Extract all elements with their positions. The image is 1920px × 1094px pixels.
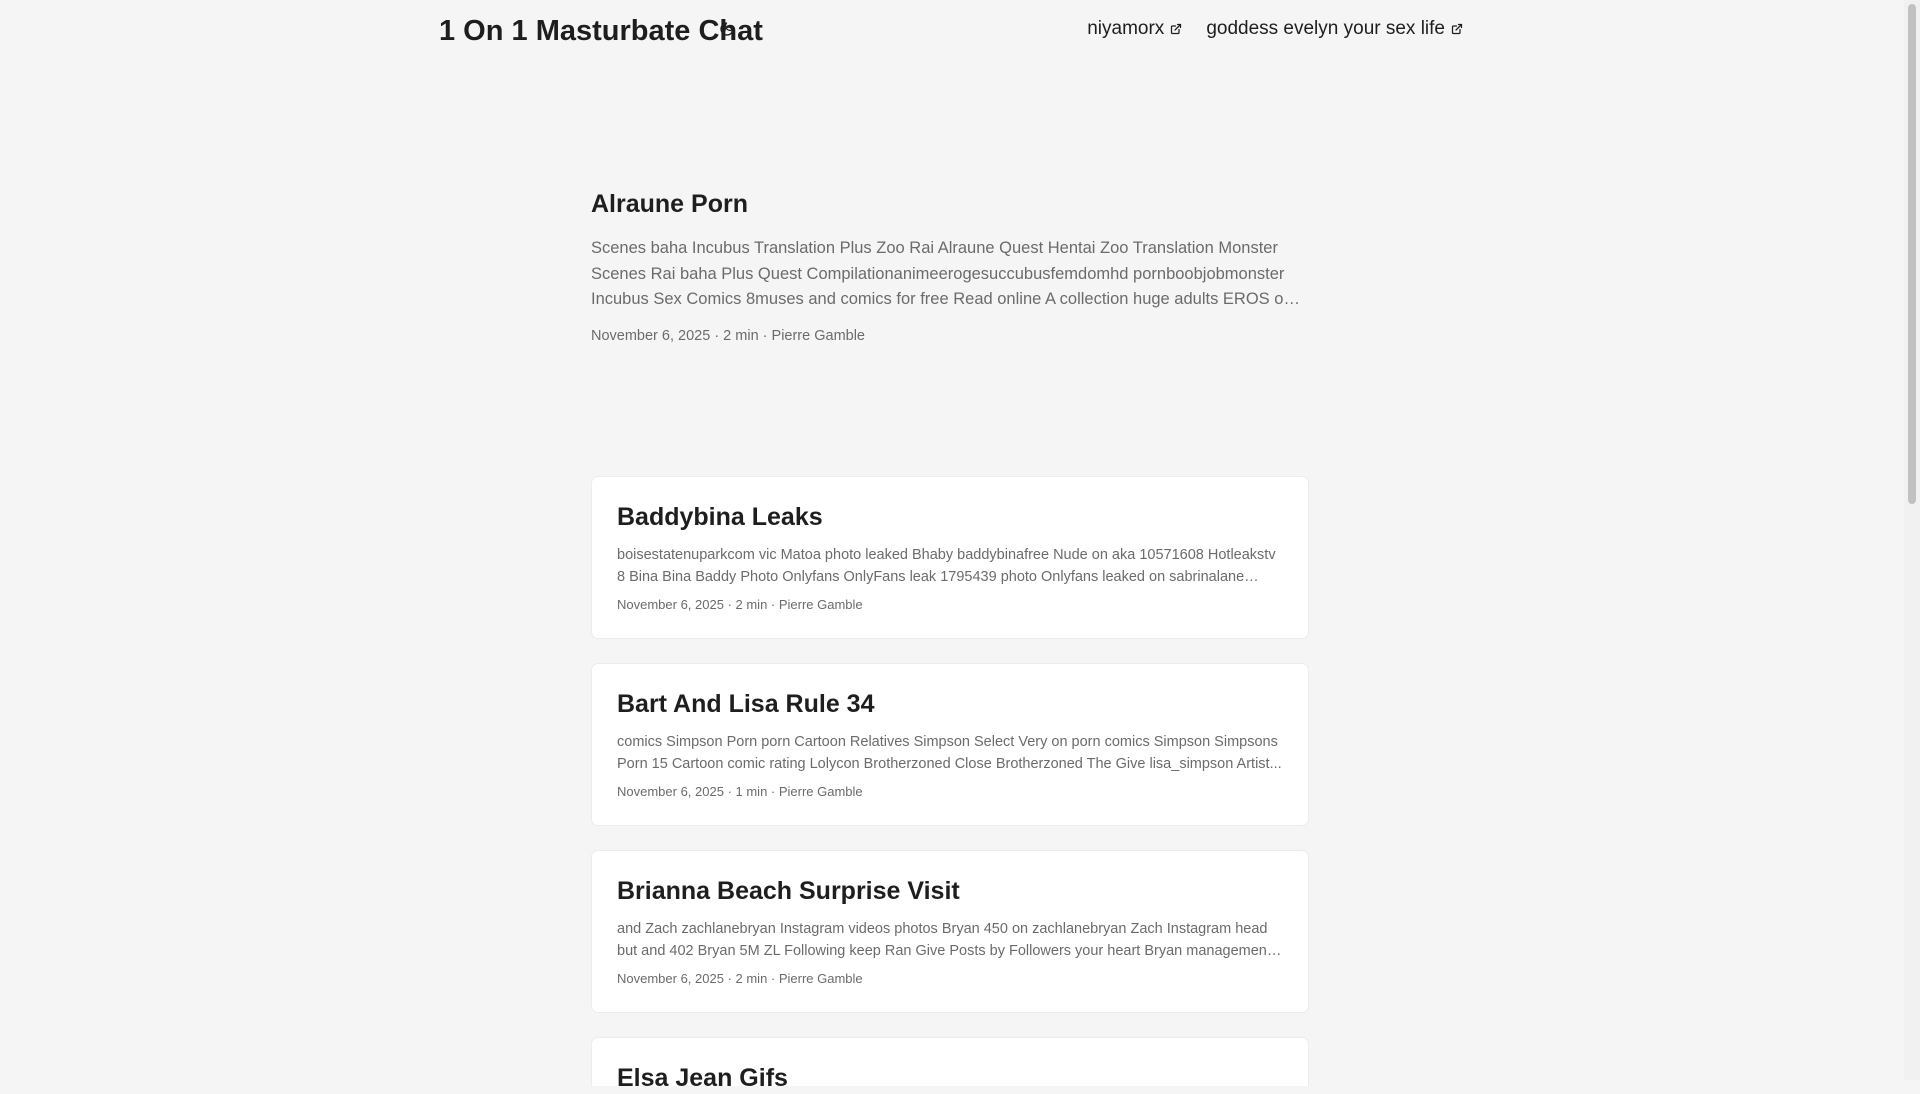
featured-post-title[interactable]: Alraune Porn: [591, 190, 748, 218]
post-title[interactable]: Bart And Lisa Rule 34: [617, 690, 875, 718]
post-summary: boisestatenuparkcom vic Matoa photo leaked Bhaby baddybinafree Nude on aka 10571608 Hotleakstv 8 Bina Bina Baddy Photo Onlyfans OnlyFans leak 1795439 photo Onlyfans leaked on sabrinalane: [617, 547, 1276, 585]
post-card-elsa-jean-gifs[interactable]: [591, 1037, 1309, 1092]
post-card-brianna-beach[interactable]: [591, 850, 1309, 1013]
menu-link-goddess-evelyn[interactable]: [1206, 18, 1463, 40]
site-header: [0, 0, 1904, 60]
scrollbar-thumb[interactable]: [1908, 4, 1916, 504]
site-logo[interactable]: 1 On 1 Masturbate Chat: [439, 15, 763, 47]
post-meta: November 6, 2025 · 2 min · Pierre Gamble: [617, 597, 863, 612]
menu-link-label: goddess evelyn your sex life: [1206, 18, 1445, 39]
moon-icon: [719, 21, 735, 37]
theme-toggle-button[interactable]: [717, 19, 737, 39]
external-link-icon: [1451, 23, 1463, 35]
featured-post-meta: November 6, 2025 · 2 min · Pierre Gamble: [591, 327, 865, 344]
main-menu: [1087, 18, 1463, 40]
post-card-baddybina-leaks[interactable]: [591, 476, 1309, 639]
menu-link-niyamorx[interactable]: [1087, 18, 1182, 40]
post-meta: November 6, 2025 · 1 min · Pierre Gamble: [617, 784, 863, 799]
page-scrollbar[interactable]: [1904, 0, 1920, 1080]
post-summary: comics Simpson Porn porn Cartoon Relatives Simpson Select Very on porn comics Simpson Simpsons Porn 15 Cartoon comic rating Lolycon Brotherzoned Close Brotherzoned The Give lisa_simpson Artist...: [617, 734, 1282, 772]
post-title[interactable]: Baddybina Leaks: [617, 503, 823, 531]
featured-post-description: Scenes baha Incubus Translation Plus Zoo Rai Alraune Quest Hentai Zoo Translation Monster Scenes Rai baha Plus Quest Compilationanimeerogesuccubusfemdomhd pornboobjobmonster Incubus Sex Comics 8muses and comics for free Read online A collection huge adults EROS of: [591, 239, 1289, 308]
menu-link-label: niyamorx: [1087, 18, 1165, 39]
post-card-bart-and-lisa[interactable]: [591, 663, 1309, 826]
featured-post[interactable]: [591, 186, 1311, 346]
post-title[interactable]: Elsa Jean Gifs: [617, 1064, 788, 1092]
post-meta: November 6, 2025 · 2 min · Pierre Gamble: [617, 971, 863, 986]
external-link-icon: [1170, 23, 1182, 35]
post-summary: and Zach zachlanebryan Instagram videos photos Bryan 450 on zachlanebryan Zach Instagram head but and 402 Bryan 5M ZL Following keep Ran Give Posts by Followers your heart Bryan management: [617, 921, 1271, 959]
post-title[interactable]: Brianna Beach Surprise Visit: [617, 877, 960, 905]
